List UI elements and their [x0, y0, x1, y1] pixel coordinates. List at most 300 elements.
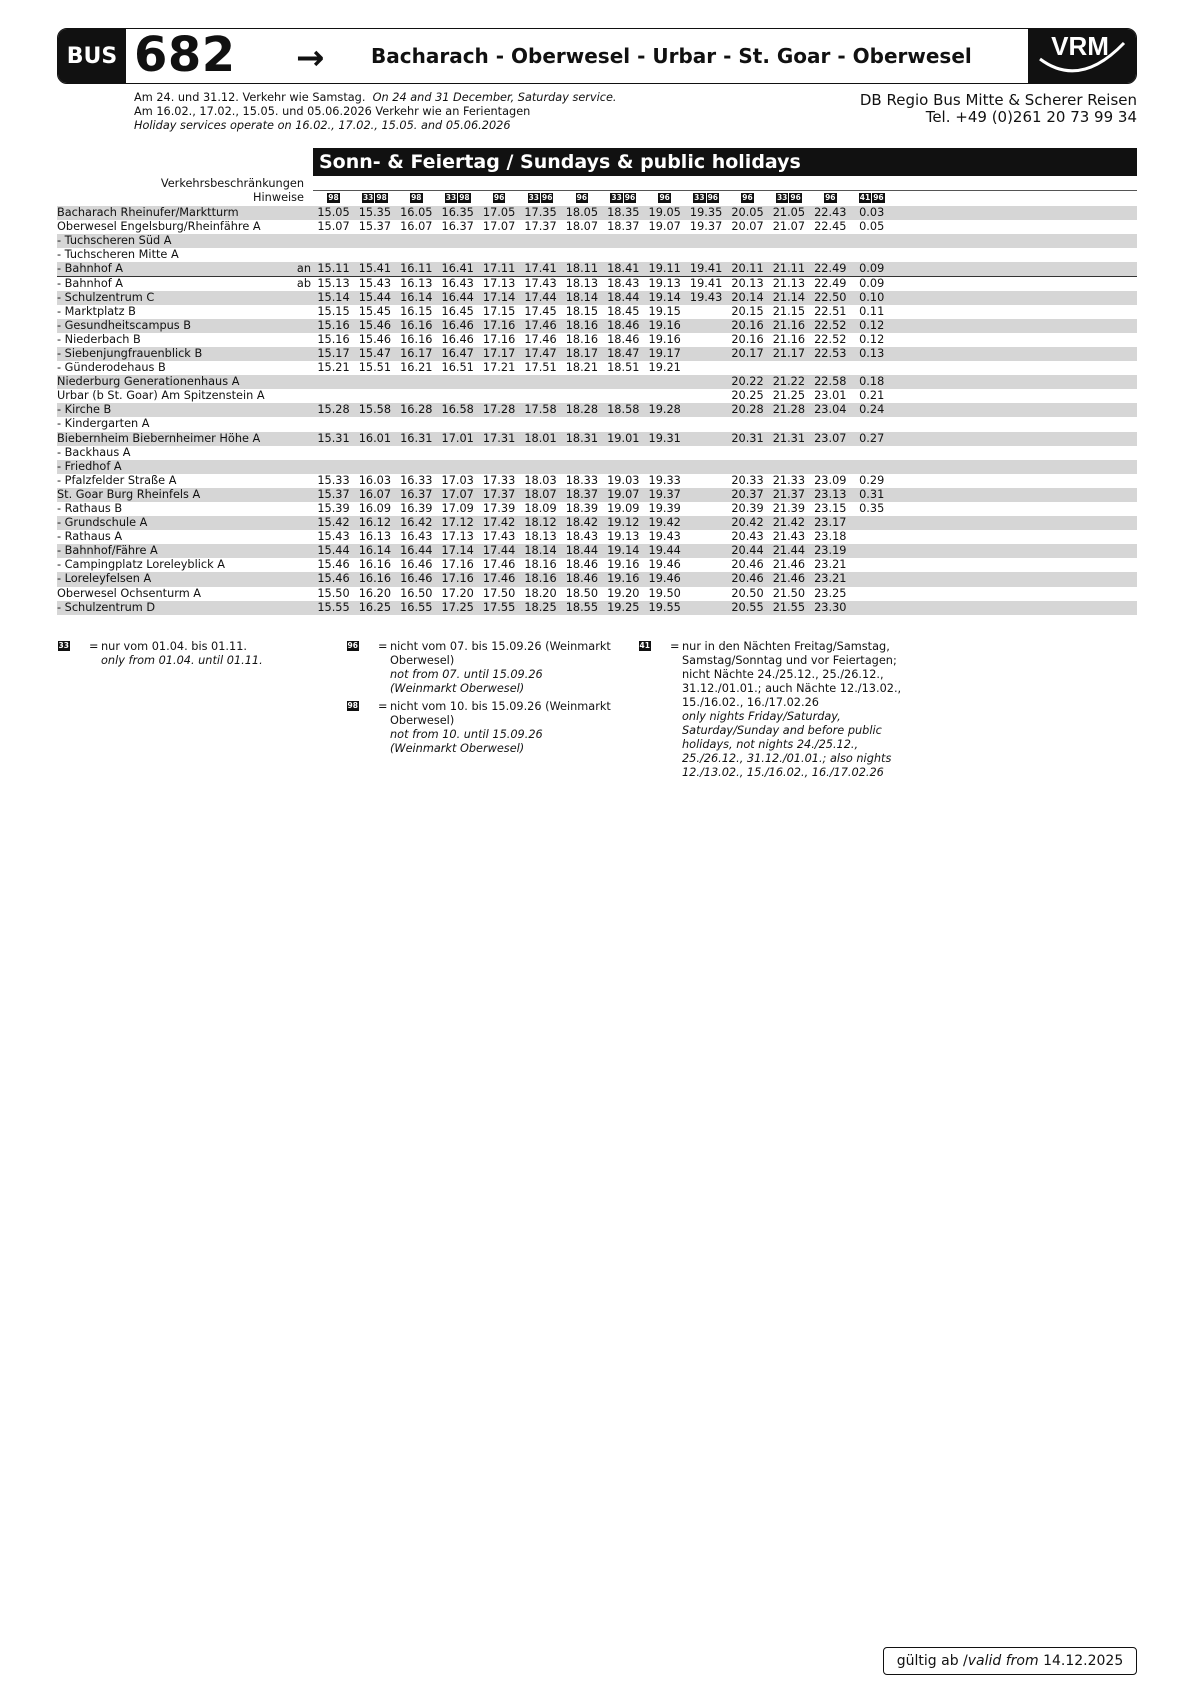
departure-time: 21.55 — [772, 600, 806, 614]
departure-time: 20.17 — [731, 346, 764, 360]
table-row — [57, 220, 1137, 234]
table-row — [57, 347, 1137, 361]
trip-note-badge: 96 — [707, 193, 719, 202]
departure-time: 21.17 — [772, 346, 806, 360]
departure-time: 17.12 — [441, 516, 474, 530]
departure-time: 21.07 — [772, 220, 806, 234]
departure-time: 20.50 — [731, 586, 764, 600]
stop-name: - Rathaus A — [57, 530, 123, 544]
footnote-41-en4: 25./26.12., 31.12./01.01.; also nights — [682, 752, 892, 765]
departure-time: 15.05 — [317, 206, 350, 219]
departure-time: 19.55 — [648, 600, 681, 614]
departure-time: 16.07 — [400, 220, 433, 234]
departure-time: 21.15 — [772, 304, 806, 318]
footnote-98-en2: (Weinmarkt Oberwesel) — [390, 742, 525, 755]
departure-time: 16.13 — [400, 277, 433, 291]
departure-time: 15.16 — [317, 318, 350, 332]
stop-name: Bacharach Rheinufer/Marktturm — [57, 206, 239, 219]
departure-time: 16.16 — [400, 332, 433, 346]
trip-note-badge: 98 — [459, 193, 470, 202]
departure-time: 20.13 — [731, 277, 764, 291]
table-row — [57, 234, 1137, 248]
departure-time: 18.47 — [607, 346, 640, 360]
departure-time: 15.15 — [317, 304, 350, 318]
service-notes — [134, 91, 617, 133]
departure-time: 21.31 — [772, 431, 806, 445]
footnote-98-en1: not from 10. until 15.09.26 — [390, 728, 543, 741]
footnote-41-en3: holidays, not nights 24./25.12., — [682, 738, 859, 751]
departure-time: 16.45 — [441, 304, 474, 318]
note-line3-en: Holiday services operate on 16.02., 17.02., 15.05. and 05.06.2026 — [134, 119, 511, 132]
departure-time: 20.44 — [731, 544, 764, 558]
stop-name: - Rathaus B — [57, 501, 123, 515]
stop-name: Oberwesel Engelsburg/Rheinfähre A — [57, 220, 261, 234]
departure-time: 15.28 — [317, 403, 350, 417]
departure-time: 0.09 — [859, 277, 885, 291]
departure-time: 23.21 — [814, 572, 847, 586]
departure-time: 18.37 — [565, 487, 599, 501]
departure-time: 19.43 — [648, 530, 681, 544]
departure-time: 17.15 — [482, 304, 516, 318]
departure-time: 21.39 — [772, 501, 806, 515]
departure-time: 15.11 — [317, 262, 350, 276]
departure-time: 18.28 — [565, 403, 599, 417]
departure-time: 19.28 — [648, 403, 681, 417]
departure-time: 16.58 — [441, 403, 474, 417]
departure-time: 18.13 — [524, 530, 557, 544]
departure-time: 19.20 — [607, 586, 640, 600]
departure-time: 20.16 — [731, 332, 764, 346]
departure-time: 20.05 — [731, 206, 764, 219]
trip-note-badge: 96 — [825, 193, 836, 202]
departure-time: 15.14 — [317, 290, 350, 304]
departure-time: 22.53 — [814, 346, 847, 360]
departure-time: 17.17 — [482, 346, 516, 360]
departure-time: 19.13 — [607, 530, 640, 544]
departure-time: 18.39 — [565, 501, 599, 515]
stop-name: - Grundschule A — [57, 516, 148, 530]
departure-time: 19.25 — [607, 600, 640, 614]
departure-time: 17.03 — [441, 473, 474, 487]
departure-time: 18.50 — [565, 586, 599, 600]
departure-time: 20.16 — [731, 318, 764, 332]
trip-note-badge: 96 — [624, 193, 636, 202]
departure-time: 16.44 — [441, 290, 474, 304]
departure-time: 19.41 — [689, 277, 723, 291]
trip-note-badge: 96 — [542, 193, 553, 202]
departure-time: 20.37 — [731, 487, 764, 501]
departure-time: 18.58 — [607, 403, 640, 417]
footnote-33 — [57, 640, 317, 680]
departure-time: 18.43 — [565, 530, 599, 544]
table-row — [57, 502, 1137, 516]
departure-time: 0.11 — [859, 304, 885, 318]
departure-time: 17.42 — [482, 516, 516, 530]
departure-time: 18.16 — [565, 318, 599, 332]
hints-label: Hinweise — [253, 191, 304, 204]
departure-time: 20.07 — [731, 220, 764, 234]
departure-time: 18.46 — [607, 318, 640, 332]
departure-time: 20.14 — [731, 290, 764, 304]
departure-time: 22.43 — [814, 206, 847, 219]
departure-time: 22.51 — [814, 304, 847, 318]
departure-time: 21.46 — [772, 558, 806, 572]
departure-time: 16.37 — [400, 487, 433, 501]
footnote-96-en1: not from 07. until 15.09.26 — [390, 668, 543, 681]
departure-time: 18.37 — [607, 220, 640, 234]
departure-time: 19.16 — [607, 558, 640, 572]
departure-time: 20.15 — [731, 304, 764, 318]
departure-time: 23.18 — [814, 530, 847, 544]
valid-from-en: valid from — [967, 1653, 1039, 1669]
direction-arrow-icon: → — [296, 38, 325, 78]
table-row — [57, 361, 1137, 375]
departure-time: 20.43 — [731, 530, 764, 544]
table-row — [57, 248, 1137, 262]
departure-time: 15.35 — [358, 206, 392, 219]
departure-time: 0.12 — [859, 332, 885, 346]
departure-time: 0.31 — [859, 487, 885, 501]
table-row — [57, 206, 1137, 220]
departure-time: 18.13 — [565, 277, 599, 291]
note-line2-de: Am 16.02., 17.02., 15.05. und 05.06.2026 Verkehr wie an Ferientagen — [134, 105, 531, 118]
departure-time: 19.01 — [607, 431, 640, 445]
departure-time: 19.13 — [648, 277, 681, 291]
departure-time: 18.41 — [607, 262, 640, 276]
trip-note-cell — [686, 191, 727, 204]
stop-name: - Friedhof A — [57, 459, 122, 473]
departure-time: 23.04 — [814, 403, 847, 417]
footnote-41-de4: 31.12./01.01.; auch Nächte 12./13.02., — [682, 682, 902, 695]
svg-text:VRM: VRM — [1051, 31, 1109, 61]
departure-time: 19.16 — [648, 332, 681, 346]
trip-note-cell — [603, 191, 644, 204]
departure-time: 16.55 — [400, 600, 433, 614]
departure-time: 20.46 — [731, 572, 764, 586]
departure-time: 19.42 — [648, 516, 681, 530]
departure-time: 16.16 — [358, 558, 392, 572]
departure-time: 16.50 — [400, 586, 433, 600]
departure-time: 17.41 — [524, 262, 557, 276]
departure-time: 17.43 — [524, 277, 557, 291]
line-header — [57, 28, 1137, 84]
departure-time: 19.15 — [648, 304, 681, 318]
departure-time: 20.11 — [731, 262, 764, 276]
departure-time: 17.46 — [524, 332, 557, 346]
departure-time: 16.41 — [441, 262, 474, 276]
departure-time: 18.46 — [565, 558, 599, 572]
departure-time: 22.49 — [814, 262, 847, 276]
departure-time: 18.42 — [565, 516, 599, 530]
departure-time: 15.13 — [317, 277, 350, 291]
departure-time: 15.47 — [358, 346, 392, 360]
departure-time: 16.28 — [400, 403, 433, 417]
departure-time: 23.30 — [814, 600, 847, 614]
departure-time: 21.05 — [772, 206, 806, 219]
departure-time: 17.14 — [441, 544, 474, 558]
table-row — [57, 460, 1137, 474]
table-row — [57, 446, 1137, 460]
table-row — [57, 516, 1137, 530]
trip-note-cell — [479, 191, 520, 204]
trip-note-badge: 96 — [576, 193, 588, 202]
departure-time: 17.51 — [524, 361, 557, 375]
departure-time: 18.44 — [565, 544, 599, 558]
departure-time: 21.25 — [772, 389, 806, 403]
table-row — [57, 530, 1137, 544]
footnote-key-98: 98 — [347, 701, 358, 710]
departure-time: 21.50 — [772, 586, 806, 600]
departure-time: 0.29 — [859, 473, 885, 487]
departure-time: 0.35 — [859, 501, 885, 515]
footnote-key-33: 33 — [58, 641, 69, 650]
stop-name: - Bahnhof A — [57, 277, 124, 291]
departure-time: 16.42 — [400, 516, 433, 530]
departure-time: 18.20 — [524, 586, 557, 600]
departure-time: 17.11 — [482, 262, 516, 276]
departure-time: 21.28 — [772, 403, 806, 417]
table-row — [57, 389, 1137, 403]
footnote-equals: = — [670, 640, 680, 653]
route-title: Bacharach - Oberwesel - Urbar - St. Goar - Oberwesel — [371, 44, 972, 68]
departure-time: 15.58 — [358, 403, 392, 417]
footnote-key-96: 96 — [347, 641, 358, 650]
departure-time: 16.21 — [400, 361, 433, 375]
footnote-96-en2: (Weinmarkt Oberwesel) — [390, 682, 525, 695]
departure-time: 0.12 — [859, 318, 885, 332]
departure-time: 17.09 — [441, 501, 474, 515]
departure-time: 17.16 — [482, 318, 516, 332]
departure-time: 17.46 — [524, 318, 557, 332]
stop-name: - Pfalzfelder Straße A — [57, 473, 177, 487]
stop-name: Biebernheim Biebernheimer Höhe A — [57, 431, 261, 445]
departure-time: 22.50 — [814, 290, 847, 304]
departure-time: 15.50 — [317, 586, 350, 600]
departure-time: 23.19 — [814, 544, 847, 558]
departure-time: 18.45 — [607, 304, 640, 318]
departure-time: 19.16 — [607, 572, 640, 586]
stop-name: Urbar (b St. Goar) Am Spitzenstein A — [57, 389, 265, 403]
departure-time: 22.52 — [814, 332, 847, 346]
departure-time: 19.07 — [607, 487, 640, 501]
footnote-41-de3: nicht Nächte 24./25.12., 25./26.12., — [682, 668, 884, 681]
footnote-98 — [346, 700, 636, 760]
departure-time: 16.07 — [358, 487, 392, 501]
departure-time: 15.41 — [358, 262, 392, 276]
departure-time: 18.46 — [607, 332, 640, 346]
departure-time: 17.16 — [441, 558, 474, 572]
table-row — [57, 474, 1137, 488]
departure-time: 18.14 — [524, 544, 557, 558]
stop-name: - Günderodehaus B — [57, 361, 166, 375]
stop-name: - Tuchscheren Mitte A — [57, 248, 179, 262]
footnote-equals: = — [378, 700, 388, 713]
departure-time: 0.10 — [859, 290, 885, 304]
departure-time: 18.03 — [524, 473, 557, 487]
departure-time: 19.50 — [648, 586, 681, 600]
departure-time: 18.16 — [524, 558, 557, 572]
departure-time: 18.51 — [607, 361, 640, 375]
departure-time: 19.11 — [648, 262, 681, 276]
departure-time: 19.14 — [607, 544, 640, 558]
departure-time: 17.01 — [441, 431, 474, 445]
departure-time: 18.14 — [565, 290, 599, 304]
table-row — [57, 375, 1137, 389]
departure-time: 15.44 — [317, 544, 350, 558]
departure-time: 16.33 — [400, 473, 433, 487]
departure-time: 18.43 — [607, 277, 640, 291]
table-row — [57, 488, 1137, 502]
departure-time: 23.17 — [814, 516, 847, 530]
departure-time: 15.43 — [317, 530, 350, 544]
trip-note-badge: 98 — [328, 193, 339, 202]
departure-time: 17.43 — [482, 530, 516, 544]
departure-time: 0.24 — [859, 403, 885, 417]
departure-time: 17.13 — [441, 530, 474, 544]
trip-note-badge: 33 — [528, 193, 539, 202]
departure-time: 20.39 — [731, 501, 764, 515]
footnote-96-de1: nicht vom 07. bis 15.09.26 (Weinmarkt — [390, 640, 611, 653]
departure-time: 16.44 — [400, 544, 433, 558]
trip-note-cell — [354, 191, 395, 204]
departure-time: 19.44 — [648, 544, 681, 558]
departure-time: 17.20 — [441, 586, 474, 600]
departure-time: 16.15 — [400, 304, 433, 318]
arrival-departure-mark: an — [296, 262, 311, 276]
line-number: 682 — [134, 28, 236, 83]
departure-time: 17.16 — [441, 572, 474, 586]
departure-time: 16.14 — [358, 544, 392, 558]
departure-time: 21.22 — [772, 375, 806, 389]
departure-time: 22.52 — [814, 318, 847, 332]
stop-name: - Tuchscheren Süd A — [57, 234, 172, 248]
departure-time: 17.13 — [482, 277, 516, 291]
stop-name: - Niederbach B — [57, 332, 141, 346]
departure-time: 23.09 — [814, 473, 847, 487]
departure-time: 17.46 — [482, 572, 516, 586]
departure-time: 15.21 — [317, 361, 350, 375]
valid-from-de: gültig ab / — [896, 1653, 968, 1669]
departure-time: 17.25 — [441, 600, 474, 614]
departure-time: 18.09 — [524, 501, 557, 515]
departure-time: 20.46 — [731, 558, 764, 572]
departure-time: 17.31 — [482, 431, 516, 445]
departure-time: 16.39 — [400, 501, 433, 515]
departure-time: 15.17 — [317, 346, 350, 360]
departure-time: 18.16 — [565, 332, 599, 346]
departure-time: 16.51 — [441, 361, 474, 375]
departure-time: 19.14 — [648, 290, 681, 304]
departure-time: 15.39 — [317, 501, 350, 515]
departure-time: 19.39 — [648, 501, 681, 515]
departure-time: 17.35 — [524, 206, 557, 219]
departure-time: 18.16 — [524, 572, 557, 586]
departure-time: 17.05 — [482, 206, 516, 219]
footnote-41-de5: 15./16.02., 16./17.02.26 — [682, 696, 819, 709]
departure-time: 19.46 — [648, 558, 681, 572]
restrictions-label: Verkehrsbeschränkungen — [160, 177, 304, 190]
departure-time: 0.09 — [859, 262, 885, 276]
departure-time: 16.09 — [358, 501, 392, 515]
departure-time: 16.14 — [400, 290, 433, 304]
departure-time: 19.37 — [689, 220, 723, 234]
departure-time: 19.33 — [648, 473, 681, 487]
departure-time: 16.46 — [400, 572, 433, 586]
departure-time: 22.49 — [814, 277, 847, 291]
departure-time: 20.28 — [731, 403, 764, 417]
trip-note-cell — [768, 191, 809, 204]
footnote-41-de1: nur in den Nächten Freitag/Samstag, — [682, 640, 890, 653]
table-row — [57, 305, 1137, 319]
departure-time: 20.25 — [731, 389, 764, 403]
trip-note-badge: 96 — [873, 193, 884, 202]
note-line1-en: On 24 and 31 December, Saturday service. — [372, 91, 617, 104]
arrival-departure-mark: ab — [296, 277, 311, 291]
departure-time: 18.15 — [565, 304, 599, 318]
vrm-logo — [1028, 29, 1136, 83]
stop-name: - Backhaus A — [57, 445, 131, 459]
departure-time: 16.43 — [400, 530, 433, 544]
trip-note-badge: 33 — [362, 193, 374, 202]
departure-time: 17.55 — [482, 600, 516, 614]
departure-time: 20.31 — [731, 431, 764, 445]
stop-name: Oberwesel Ochsenturm A — [57, 586, 202, 600]
departure-time: 20.33 — [731, 473, 764, 487]
trip-notes-row — [57, 191, 1137, 205]
departure-time: 20.55 — [731, 600, 764, 614]
departure-time: 19.37 — [648, 487, 681, 501]
vrm-logo-icon — [1032, 29, 1132, 83]
departure-time: 18.07 — [565, 220, 599, 234]
footnote-96-de2: Oberwesel) — [390, 654, 455, 667]
departure-time: 19.31 — [648, 431, 681, 445]
trip-note-cell — [313, 191, 354, 204]
departure-time: 17.44 — [524, 290, 557, 304]
trip-note-cell — [561, 191, 602, 204]
departure-time: 16.35 — [441, 206, 474, 219]
departure-time: 18.55 — [565, 600, 599, 614]
departure-time: 18.01 — [524, 431, 557, 445]
stop-name: - Schulzentrum D — [57, 600, 156, 614]
departure-time: 16.20 — [358, 586, 392, 600]
stop-name: - Schulzentrum C — [57, 290, 155, 304]
departure-time: 15.16 — [317, 332, 350, 346]
trip-note-cell — [396, 191, 437, 204]
departure-time: 17.07 — [441, 487, 474, 501]
departure-time: 0.13 — [859, 346, 885, 360]
departure-time: 23.25 — [814, 586, 847, 600]
table-row — [57, 572, 1137, 586]
note-line1-de: Am 24. und 31.12. Verkehr wie Samstag. — [134, 91, 366, 104]
departure-time: 15.46 — [358, 318, 392, 332]
departure-time: 15.43 — [358, 277, 392, 291]
stop-name: - Marktplatz B — [57, 304, 136, 318]
departure-time: 18.05 — [565, 206, 599, 219]
footnote-key-41: 41 — [639, 641, 650, 650]
table-row — [57, 544, 1137, 558]
stop-name: - Loreleyfelsen A — [57, 572, 152, 586]
departure-time: 22.58 — [814, 375, 847, 389]
table-row — [57, 558, 1137, 572]
table-row — [57, 276, 1137, 290]
trip-note-badge: 41 — [859, 193, 871, 202]
departure-time: 19.21 — [648, 361, 681, 375]
departure-time: 15.45 — [358, 304, 392, 318]
departure-time: 21.37 — [772, 487, 806, 501]
departure-time: 0.21 — [859, 389, 885, 403]
trip-note-badge: 33 — [776, 193, 788, 202]
departure-time: 17.14 — [482, 290, 516, 304]
